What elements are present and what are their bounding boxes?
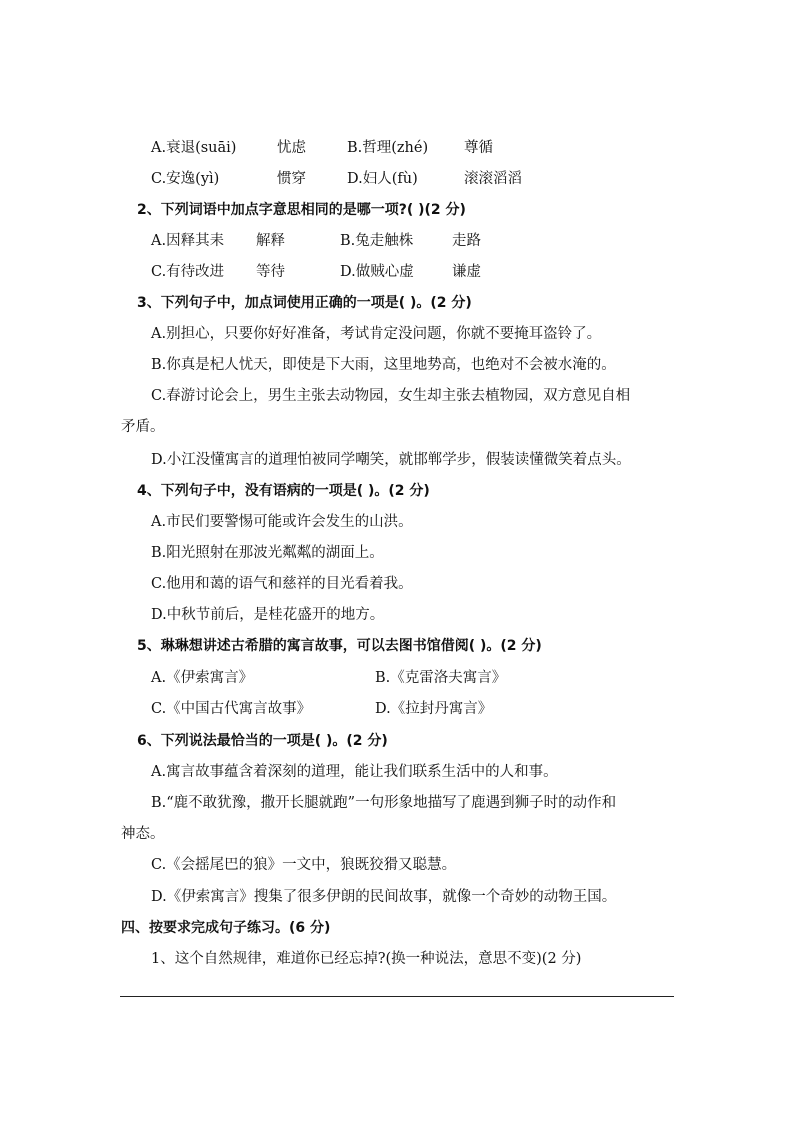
- q5-option-d: D.《拉封丹寓言》: [375, 701, 493, 717]
- q2-option-b: B.兔走触株: [340, 233, 414, 249]
- section-4-question-1: 1、这个自然规律，难道你已经忘掉?(换一种说法，意思不变)(2 分): [151, 951, 582, 967]
- q1-option-a: A.衰退(suāi): [151, 140, 237, 156]
- q6-option-b: B.“鹿不敢犹豫，撒开长腿就跑”一句形象地描写了鹿遇到狮子时的动作和: [151, 795, 617, 811]
- q2-option-c-word: 等待: [256, 264, 285, 280]
- q4-option-d: D.中秋节前后，是桂花盛开的地方。: [151, 607, 385, 623]
- q6-stem: 6、下列说法最恰当的一项是( )。(2 分): [137, 733, 388, 749]
- q5-stem: 5、琳琳想讲述古希腊的寓言故事，可以去图书馆借阅( )。(2 分): [137, 638, 542, 654]
- q2-option-d: D.做贼心虚: [340, 264, 414, 280]
- q4-option-b: B.阳光照射在那波光粼粼的湖面上。: [151, 545, 384, 561]
- q3-stem: 3、下列句子中，加点词使用正确的一项是( )。(2 分): [137, 295, 472, 311]
- q2-option-b-word: 走路: [452, 233, 481, 249]
- q4-option-a: A.市民们要警惕可能或许会发生的山洪。: [151, 514, 413, 530]
- q2-stem: 2、下列词语中加点字意思相同的是哪一项?( )(2 分): [137, 202, 466, 218]
- q2-option-c: C.有待改进: [151, 264, 225, 280]
- q2-option-a-word: 解释: [256, 233, 285, 249]
- q3-option-c: C.春游讨论会上，男生主张去动物园，女生却主张去植物园，双方意见自相: [151, 388, 631, 404]
- q1-option-d: D.妇人(fù): [347, 171, 418, 187]
- q1-option-c-word: 惯穿: [277, 171, 306, 187]
- answer-line[interactable]: [120, 996, 674, 997]
- section-4-title: 四、按要求完成句子练习。(6 分): [121, 920, 331, 936]
- q3-option-d: D.小江没懂寓言的道理怕被同学嘲笑，就邯郸学步，假装读懂微笑着点头。: [151, 452, 631, 468]
- q5-option-a: A.《伊索寓言》: [151, 670, 254, 686]
- q4-option-c: C.他用和蔼的语气和慈祥的目光看着我。: [151, 576, 413, 592]
- q1-option-b-word: 尊循: [464, 140, 493, 156]
- q3-option-c-continued: 矛盾。: [121, 419, 165, 435]
- q5-options-row-1: [0, 666, 794, 690]
- q1-option-c: C.安逸(yì): [151, 171, 220, 187]
- q6-option-a: A.寓言故事蕴含着深刻的道理，能让我们联系生活中的人和事。: [151, 764, 558, 780]
- q1-option-a-word: 忧虑: [277, 140, 306, 156]
- q2-option-d-word: 谦虚: [452, 264, 481, 280]
- q6-option-b-continued: 神态。: [121, 826, 165, 842]
- q4-stem: 4、下列句子中，没有语病的一项是( )。(2 分): [137, 483, 430, 499]
- q3-option-a: A.别担心，只要你好好准备，考试肯定没问题，你就不要掩耳盗铃了。: [151, 326, 602, 342]
- q2-option-a: A.因释其耒: [151, 233, 225, 249]
- q1-option-b: B.哲理(zhé): [347, 140, 429, 156]
- q1-options-row-2: [0, 167, 794, 191]
- q2-options-row-1: [0, 229, 794, 253]
- q1-options-row-1: [0, 136, 794, 160]
- q5-options-row-2: [0, 697, 794, 721]
- q6-option-d: D.《伊索寓言》搜集了很多伊朗的民间故事，就像一个奇妙的动物王国。: [151, 889, 617, 905]
- q5-option-c: C.《中国古代寓言故事》: [151, 701, 312, 717]
- q1-option-d-word: 滚滚滔滔: [464, 171, 522, 187]
- q6-option-c: C.《会摇尾巴的狼》一文中，狼既狡猾又聪慧。: [151, 857, 457, 873]
- q3-option-b: B.你真是杞人忧天，即使是下大雨，这里地势高，也绝对不会被水淹的。: [151, 357, 616, 373]
- q2-options-row-2: [0, 260, 794, 284]
- q5-option-b: B.《克雷洛夫寓言》: [375, 670, 507, 686]
